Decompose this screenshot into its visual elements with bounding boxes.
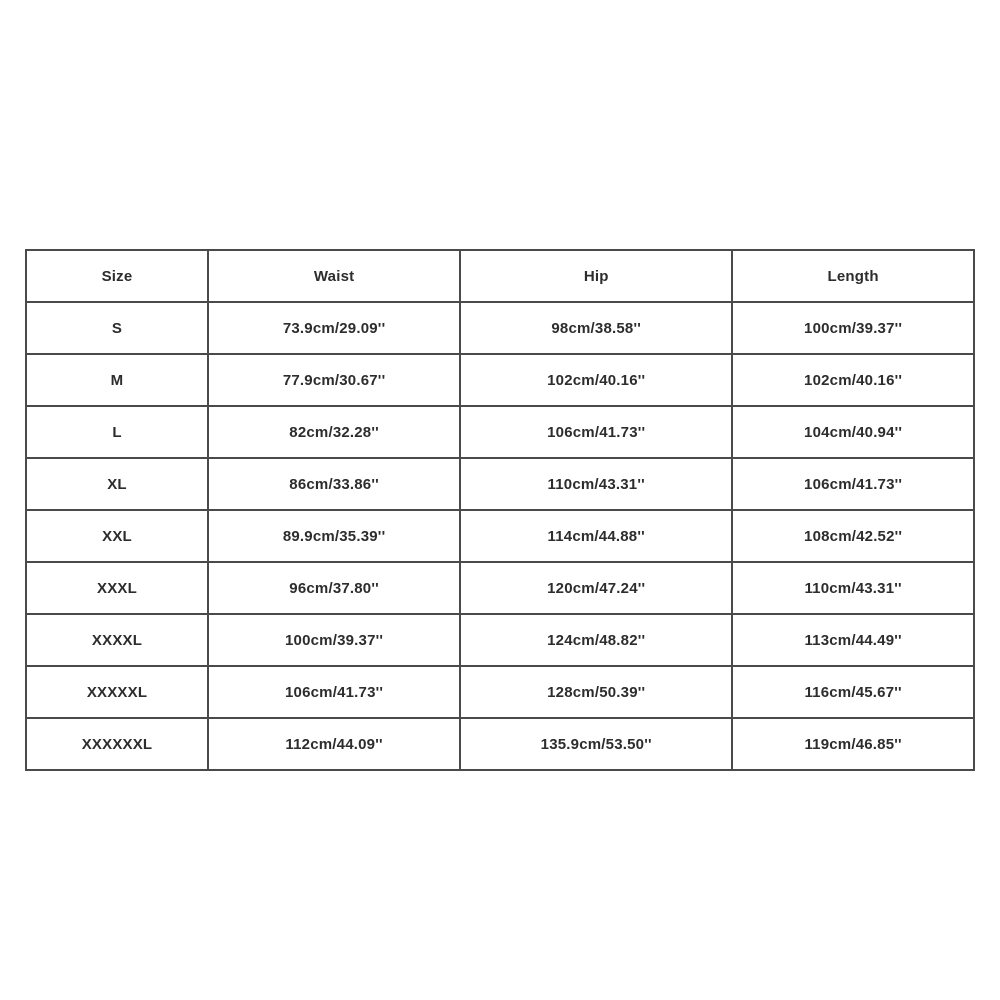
- table-row: [26, 562, 974, 614]
- size-label-cell: XXXL: [26, 562, 208, 614]
- measurement-cell: 100cm/39.37'': [208, 614, 460, 666]
- measurement-cell: 124cm/48.82'': [460, 614, 732, 666]
- size-label-cell: XXXXXXL: [26, 718, 208, 770]
- table-row: [26, 666, 974, 718]
- measurement-cell: 98cm/38.58'': [460, 302, 732, 354]
- size-label-cell: XL: [26, 458, 208, 510]
- measurement-cell: 113cm/44.49'': [732, 614, 974, 666]
- measurement-cell: 120cm/47.24'': [460, 562, 732, 614]
- column-header-hip: Hip: [460, 250, 732, 302]
- column-header-size: Size: [26, 250, 208, 302]
- measurement-cell: 96cm/37.80'': [208, 562, 460, 614]
- measurement-cell: 86cm/33.86'': [208, 458, 460, 510]
- table-row: [26, 354, 974, 406]
- measurement-cell: 106cm/41.73'': [208, 666, 460, 718]
- table-row: [26, 406, 974, 458]
- measurement-cell: 106cm/41.73'': [460, 406, 732, 458]
- measurement-cell: 82cm/32.28'': [208, 406, 460, 458]
- measurement-cell: 110cm/43.31'': [732, 562, 974, 614]
- size-label-cell: S: [26, 302, 208, 354]
- column-header-waist: Waist: [208, 250, 460, 302]
- table-row: [26, 302, 974, 354]
- size-chart-table: [25, 249, 975, 771]
- measurement-cell: 110cm/43.31'': [460, 458, 732, 510]
- measurement-cell: 119cm/46.85'': [732, 718, 974, 770]
- measurement-cell: 128cm/50.39'': [460, 666, 732, 718]
- measurement-cell: 89.9cm/35.39'': [208, 510, 460, 562]
- measurement-cell: 106cm/41.73'': [732, 458, 974, 510]
- measurement-cell: 77.9cm/30.67'': [208, 354, 460, 406]
- measurement-cell: 108cm/42.52'': [732, 510, 974, 562]
- table-row: [26, 718, 974, 770]
- measurement-cell: 100cm/39.37'': [732, 302, 974, 354]
- measurement-cell: 104cm/40.94'': [732, 406, 974, 458]
- measurement-cell: 116cm/45.67'': [732, 666, 974, 718]
- measurement-cell: 112cm/44.09'': [208, 718, 460, 770]
- size-label-cell: XXXXXL: [26, 666, 208, 718]
- size-label-cell: XXL: [26, 510, 208, 562]
- measurement-cell: 114cm/44.88'': [460, 510, 732, 562]
- column-header-length: Length: [732, 250, 974, 302]
- size-label-cell: L: [26, 406, 208, 458]
- header-row: [26, 250, 974, 302]
- measurement-cell: 102cm/40.16'': [460, 354, 732, 406]
- table-row: [26, 510, 974, 562]
- table-row: [26, 458, 974, 510]
- size-label-cell: XXXXL: [26, 614, 208, 666]
- measurement-cell: 135.9cm/53.50'': [460, 718, 732, 770]
- table-body: [26, 302, 974, 770]
- measurement-cell: 73.9cm/29.09'': [208, 302, 460, 354]
- size-label-cell: M: [26, 354, 208, 406]
- table-row: [26, 614, 974, 666]
- measurement-cell: 102cm/40.16'': [732, 354, 974, 406]
